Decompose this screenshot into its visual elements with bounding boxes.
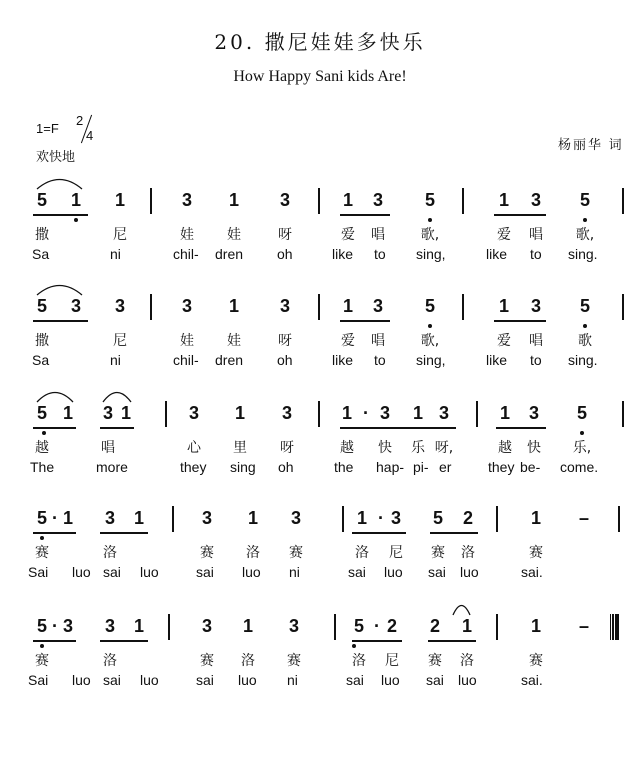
note: 5 [424, 296, 435, 316]
note: 1 [234, 403, 245, 423]
english-lyric: sai [428, 564, 446, 580]
note: 3 [288, 616, 299, 636]
english-lyric: luo [140, 564, 159, 580]
note: 3 [201, 508, 212, 528]
english-lyric: to [530, 246, 542, 262]
octave-dot [74, 218, 78, 222]
chinese-lyric: 歌 [578, 333, 592, 349]
note: 5 [36, 190, 47, 210]
final-bar-thick [615, 614, 619, 640]
note: 1 [120, 403, 131, 423]
beat-underline [352, 532, 406, 534]
note: 3 [62, 616, 73, 636]
note: 1 [242, 616, 253, 636]
note: 5 [36, 403, 47, 423]
chinese-lyric: 越 [340, 440, 354, 456]
chinese-lyric: 赛 [428, 653, 442, 669]
slur-mark [37, 389, 73, 403]
chinese-lyric: 里 [233, 440, 247, 456]
note: 1 [228, 296, 239, 316]
final-bar-thin [610, 614, 611, 640]
chinese-lyric: 娃 [227, 227, 241, 243]
beat-underline [33, 640, 76, 642]
bar-line [612, 614, 614, 640]
english-lyric: chil- [173, 246, 199, 262]
chinese-lyric: 洛 [246, 545, 260, 561]
chinese-lyric: 赛 [200, 545, 214, 561]
chinese-lyric: 赛 [287, 653, 301, 669]
note: – [578, 508, 589, 528]
chinese-lyric: 赛 [529, 653, 543, 669]
bar-line [168, 614, 170, 640]
note: · [52, 616, 58, 636]
note: 3 [528, 403, 539, 423]
chinese-lyric: 赛 [35, 653, 49, 669]
english-lyric: Sa [32, 352, 50, 368]
english-lyric: luo [140, 672, 159, 688]
note: 5 [579, 190, 590, 210]
english-lyric: pi- [413, 459, 429, 475]
english-lyric: Sa [32, 246, 50, 262]
english-lyric: sai [348, 564, 366, 580]
english-lyric: The [30, 459, 55, 475]
note: – [578, 616, 589, 636]
chinese-lyric: 唱 [371, 227, 385, 243]
english-lyric: ni [287, 672, 298, 688]
chinese-lyric: 呀 [280, 440, 294, 456]
english-lyric: sai [103, 564, 121, 580]
bar-line [165, 401, 167, 427]
bar-line [462, 294, 464, 320]
english-lyric: ni [289, 564, 300, 580]
english-lyric: ni [110, 246, 121, 262]
octave-dot [40, 536, 44, 540]
bar-line [622, 188, 624, 214]
bar-line [318, 294, 320, 320]
bar-line [496, 614, 498, 640]
english-lyric: luo [242, 564, 261, 580]
english-lyric: sai. [521, 672, 543, 688]
english-lyric: sai [346, 672, 364, 688]
english-lyric: ni [110, 352, 121, 368]
chinese-lyric: 赛 [200, 653, 214, 669]
note: 5 [36, 508, 47, 528]
english-lyric: they [180, 459, 207, 475]
bar-line [150, 188, 152, 214]
note: 1 [412, 403, 423, 423]
note: 1 [133, 508, 144, 528]
english-lyric: the [334, 459, 354, 475]
chinese-lyric: 唱 [529, 227, 543, 243]
english-lyric: to [374, 246, 386, 262]
note: 3 [104, 508, 115, 528]
note: 1 [498, 296, 509, 316]
beat-underline [340, 214, 390, 216]
octave-dot [42, 431, 46, 435]
time-signature-bottom: 4 [86, 128, 94, 143]
note: 3 [279, 190, 290, 210]
bar-line [342, 506, 344, 532]
bar-line [172, 506, 174, 532]
note: 1 [247, 508, 258, 528]
beat-underline [494, 214, 546, 216]
bar-line [618, 506, 620, 532]
chinese-lyric: 歌, [420, 333, 440, 349]
note: 1 [62, 508, 73, 528]
beat-underline [100, 532, 148, 534]
english-lyric: like [332, 352, 354, 368]
song-subtitle: How Happy Sani kids Are! [233, 68, 407, 85]
english-lyric: dren [215, 352, 244, 368]
chinese-lyric: 爱 [341, 333, 355, 349]
bar-line [622, 401, 624, 427]
note: 2 [462, 508, 473, 528]
english-lyric: sing. [568, 246, 598, 262]
english-lyric: to [530, 352, 542, 368]
bar-line [150, 294, 152, 320]
chinese-lyric: 尼 [385, 653, 399, 669]
chinese-lyric: 呀, [434, 440, 454, 456]
beat-underline [33, 427, 76, 429]
chinese-lyric: 赛 [289, 545, 303, 561]
note: 2 [386, 616, 397, 636]
note: 2 [429, 616, 440, 636]
note: 1 [499, 403, 510, 423]
bar-line [496, 506, 498, 532]
english-lyric: oh [277, 246, 293, 262]
note: 3 [201, 616, 212, 636]
note: · [363, 403, 369, 423]
note: 1 [530, 616, 541, 636]
note: 1 [356, 508, 367, 528]
chinese-lyric: 洛 [461, 545, 475, 561]
chinese-lyric: 唱 [529, 333, 543, 349]
chinese-lyric: 呀 [278, 333, 292, 349]
note: 1 [228, 190, 239, 210]
note: 3 [372, 190, 383, 210]
bar-line [462, 188, 464, 214]
english-lyric: sai [426, 672, 444, 688]
beat-underline [340, 427, 456, 429]
chinese-lyric: 唱 [371, 333, 385, 349]
note: 1 [461, 616, 472, 636]
note: 5 [424, 190, 435, 210]
chinese-lyric: 尼 [113, 333, 127, 349]
tempo-marking: 欢快地 [36, 149, 76, 164]
english-lyric: sai [196, 564, 214, 580]
note: · [378, 508, 384, 528]
octave-dot [583, 324, 587, 328]
beat-underline [100, 640, 148, 642]
bar-line [622, 294, 624, 320]
note: 1 [342, 190, 353, 210]
note: 3 [104, 616, 115, 636]
chinese-lyric: 撒 [35, 333, 49, 349]
chinese-lyric: 唱 [101, 440, 115, 456]
chinese-lyric: 歌, [420, 227, 440, 243]
octave-dot [40, 644, 44, 648]
chinese-lyric: 乐 [411, 440, 425, 456]
octave-dot [580, 431, 584, 435]
chinese-lyric: 心 [187, 440, 201, 456]
chinese-lyric: 娃 [180, 333, 194, 349]
english-lyric: Sai [28, 564, 49, 580]
note: 5 [432, 508, 443, 528]
note: 5 [36, 296, 47, 316]
note: 1 [341, 403, 352, 423]
note: 3 [530, 296, 541, 316]
note: 1 [498, 190, 509, 210]
chinese-lyric: 呀 [278, 227, 292, 243]
note: 3 [181, 296, 192, 316]
time-signature-top: 2 [76, 113, 84, 128]
english-lyric: be- [520, 459, 541, 475]
note: 3 [438, 403, 449, 423]
english-lyric: sai [103, 672, 121, 688]
chinese-lyric: 洛 [241, 653, 255, 669]
note: 1 [342, 296, 353, 316]
song-title: 20. 撒尼娃娃多快乐 [214, 30, 426, 54]
key-signature: 1=F [36, 121, 59, 136]
english-lyric: Sai [28, 672, 49, 688]
english-lyric: they [488, 459, 515, 475]
chinese-lyric: 洛 [103, 653, 117, 669]
chinese-lyric: 娃 [180, 227, 194, 243]
english-lyric: luo [384, 564, 403, 580]
english-lyric: oh [277, 352, 293, 368]
chinese-lyric: 快 [527, 440, 541, 456]
english-lyric: sing [230, 459, 256, 475]
octave-dot [583, 218, 587, 222]
english-lyric: sing. [568, 352, 598, 368]
chinese-lyric: 爱 [497, 333, 511, 349]
english-lyric: luo [72, 672, 91, 688]
chinese-lyric: 尼 [389, 545, 403, 561]
english-lyric: like [486, 246, 508, 262]
note: 3 [390, 508, 401, 528]
slur-mark [37, 176, 82, 190]
note: 1 [70, 190, 81, 210]
note: 3 [379, 403, 390, 423]
chinese-lyric: 娃 [227, 333, 241, 349]
octave-dot [352, 644, 356, 648]
english-lyric: luo [460, 564, 479, 580]
english-lyric: luo [381, 672, 400, 688]
octave-dot [428, 324, 432, 328]
note: 1 [62, 403, 73, 423]
note: 3 [281, 403, 292, 423]
chinese-lyric: 歌, [575, 227, 595, 243]
note: 5 [353, 616, 364, 636]
note: 3 [372, 296, 383, 316]
lyricist-credit: 杨丽华 词 [558, 137, 624, 152]
beat-underline [496, 427, 546, 429]
chinese-lyric: 洛 [103, 545, 117, 561]
chinese-lyric: 越 [35, 440, 49, 456]
chinese-lyric: 洛 [352, 653, 366, 669]
chinese-lyric: 乐, [572, 440, 592, 456]
note: 3 [70, 296, 81, 316]
note: 3 [102, 403, 113, 423]
slur-mark [453, 602, 470, 616]
note: 3 [279, 296, 290, 316]
bar-line [334, 614, 336, 640]
beat-underline [340, 320, 390, 322]
english-lyric: to [374, 352, 386, 368]
english-lyric: luo [458, 672, 477, 688]
note: 1 [133, 616, 144, 636]
english-lyric: luo [72, 564, 91, 580]
beat-underline [33, 532, 76, 534]
beat-underline [428, 640, 476, 642]
chinese-lyric: 快 [378, 440, 392, 456]
english-lyric: er [439, 459, 452, 475]
beat-underline [33, 214, 88, 216]
english-lyric: sing, [416, 352, 446, 368]
slur-mark [103, 389, 131, 403]
beat-underline [494, 320, 546, 322]
chinese-lyric: 爱 [497, 227, 511, 243]
note: 5 [576, 403, 587, 423]
note: 1 [114, 190, 125, 210]
note: 3 [114, 296, 125, 316]
note: · [374, 616, 380, 636]
note: 3 [530, 190, 541, 210]
bar-line [318, 188, 320, 214]
note: 3 [188, 403, 199, 423]
beat-underline [352, 640, 402, 642]
chinese-lyric: 爱 [341, 227, 355, 243]
note: 3 [290, 508, 301, 528]
english-lyric: oh [278, 459, 294, 475]
beat-underline [33, 320, 88, 322]
english-lyric: like [332, 246, 354, 262]
beat-underline [430, 532, 478, 534]
english-lyric: chil- [173, 352, 199, 368]
english-lyric: hap- [376, 459, 405, 475]
chinese-lyric: 洛 [460, 653, 474, 669]
note: 3 [181, 190, 192, 210]
note: · [52, 508, 58, 528]
note: 5 [36, 616, 47, 636]
english-lyric: sing, [416, 246, 446, 262]
chinese-lyric: 洛 [355, 545, 369, 561]
chinese-lyric: 越 [498, 440, 512, 456]
bar-line [476, 401, 478, 427]
english-lyric: like [486, 352, 508, 368]
note: 1 [530, 508, 541, 528]
octave-dot [428, 218, 432, 222]
note: 5 [579, 296, 590, 316]
chinese-lyric: 赛 [529, 545, 543, 561]
english-lyric: sai. [521, 564, 543, 580]
slur-mark [37, 282, 82, 296]
bar-line [318, 401, 320, 427]
chinese-lyric: 赛 [431, 545, 445, 561]
english-lyric: sai [196, 672, 214, 688]
chinese-lyric: 撒 [35, 227, 49, 243]
chinese-lyric: 尼 [113, 227, 127, 243]
english-lyric: dren [215, 246, 244, 262]
english-lyric: luo [238, 672, 257, 688]
chinese-lyric: 赛 [35, 545, 49, 561]
english-lyric: more [96, 459, 128, 475]
beat-underline [100, 427, 134, 429]
english-lyric: come. [560, 459, 599, 475]
